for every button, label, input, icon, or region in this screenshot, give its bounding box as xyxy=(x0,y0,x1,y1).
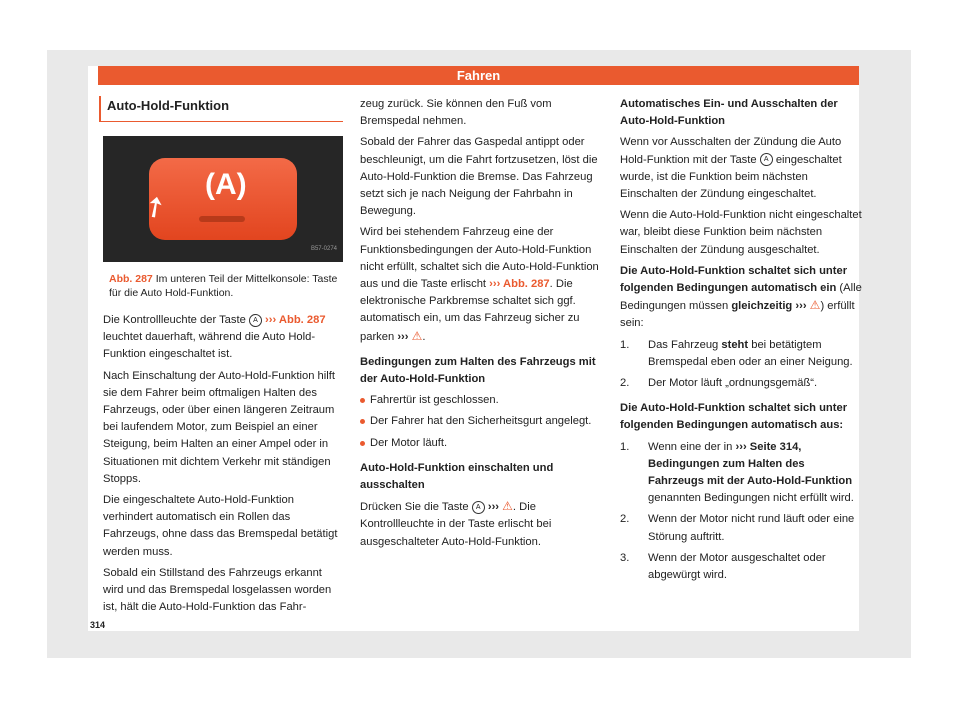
list-item: Fahrertür ist geschlossen. xyxy=(360,392,600,409)
subheading: Automatisches Ein- und Ausschalten der Auto-Hold-Funktion xyxy=(620,98,838,128)
page-reference-link[interactable]: ››› Seite 314, Bedingungen zum Halten des Fahrzeugs mit der Auto-Hold-Funktion xyxy=(648,440,853,488)
arrow-icon: ➚ xyxy=(136,187,174,226)
list-item: 2. Wenn der Motor nicht rund läuft oder eine Störung auftritt. xyxy=(620,513,855,543)
figure-code: B57-0274 xyxy=(310,245,337,252)
caption-text: Im unteren Teil der Mittelkonsole: Taste für die Auto Hold-Funktion. xyxy=(109,273,338,299)
auto-hold-icon: (A) xyxy=(205,168,247,201)
paragraph: Sobald der Fahrer das Gaspedal antippt oder beschleunigt, um die Fahrt fortzusetzen, löst die Auto-Hold-Funktion die Bremse. Das Fahrzeug setzt sich je nach Neigung der Fahrbahn in Bewegung. xyxy=(360,136,598,218)
paragraph: Drücken Sie die Taste A ››› ⚠. Die Kontrollleuchte in der Taste erlischt bei ausgeschalteter Auto-Hold-Funktion. xyxy=(360,499,552,548)
warning-icon[interactable]: ⚠ xyxy=(809,298,821,313)
warning-icon[interactable]: ⚠ xyxy=(411,328,423,343)
figure-reference-link[interactable]: ››› Abb. 287 xyxy=(265,314,326,326)
paragraph: zeug zurück. Sie können den Fuß vom Bremspedal nehmen. xyxy=(360,98,552,128)
indicator-bar xyxy=(199,216,245,222)
paragraph: Die eingeschaltete Auto-Hold-Funktion verhindert automatisch ein Rollen das Fahrzeugs, ohne dass das Bremspedal betätigt werden muss. xyxy=(103,494,338,558)
column-left xyxy=(103,96,343,620)
figure-auto-hold-button xyxy=(103,136,343,262)
figure-caption xyxy=(103,272,343,300)
reference-arrows: ››› xyxy=(487,501,500,514)
figure-reference-link[interactable]: ››› Abb. 287 xyxy=(489,278,550,291)
list-item: 1. Wenn eine der in ››› Seite 314, Bedingungen zum Halten des Fahrzeugs mit der Auto-Hold-Funktion genannten Bedingungen nicht erfüllt wird. xyxy=(620,440,854,505)
auto-hold-icon: A xyxy=(249,314,262,327)
column-right xyxy=(620,96,862,588)
auto-hold-icon: A xyxy=(472,501,485,514)
subheading: Die Auto-Hold-Funktion schaltet sich unter folgenden Bedingungen automatisch aus: xyxy=(620,402,848,432)
paragraph: Nach Einschaltung der Auto-Hold-Funktion hilft sie dem Fahrer beim oftmaligen Halten des Fahrzeugs, oder über einen längeren Zeitraum bei laufendem Motor, zum Beispiel an einer Steigung, beim Halten an einer Ampel oder in Situationen mit dichtem Verkehr mit ständigen Stopps. xyxy=(103,369,335,485)
list-item: 3. Wenn der Motor ausgeschaltet oder abgewürgt wird. xyxy=(620,551,826,582)
reference-arrows: ››› xyxy=(795,300,807,313)
subheading: Bedingungen zum Halten des Fahrzeugs mit der Auto-Hold-Funktion xyxy=(360,355,596,386)
reference-arrows: ››› xyxy=(397,330,409,343)
auto-hold-button-illustration xyxy=(149,158,297,240)
list-item: Der Motor läuft. xyxy=(360,435,600,452)
subheading: Auto-Hold-Funktion einschalten und ausschalten xyxy=(360,461,554,492)
caption-label: Abb. 287 xyxy=(109,273,153,285)
paragraph: Sobald ein Stillstand des Fahrzeugs erkannt wird und das Bremspedal losgelassen worden ist, hält die Auto-Hold-Funktion das Fahr- xyxy=(103,566,332,614)
page-number: 314 xyxy=(90,620,106,630)
paragraph: Die Kontrollleuchte der Taste A ››› Abb. 287 leuchtet dauerhaft, während die Auto Hold-Funktion eingeschaltet ist. xyxy=(103,314,326,361)
list-item: Der Fahrer hat den Sicherheitsgurt angelegt. xyxy=(360,413,600,430)
section-title: Auto-Hold-Funktion xyxy=(99,96,343,122)
list-item: 1. Das Fahrzeug steht bei betätigtem Bremspedal eben oder an einer Neigung. xyxy=(620,338,853,368)
chapter-header: Fahren xyxy=(98,66,859,85)
paragraph: Wird bei stehendem Fahrzeug eine der Funktionsbedingungen der Auto-Hold-Funktion nicht erfüllt, schaltet sich die Auto-Hold-Funktion aus und die Taste erlischt ››› Abb. 287. Die elektronische Parkbremse schaltet sich ggf. automatisch ein, um das Fahrzeug sicher zu parken ››› ⚠. xyxy=(360,226,599,343)
subheading: Die Auto-Hold-Funktion schaltet sich unter folgenden Bedingungen automatisch ein (Alle Bedingungen müssen gleichzeitig ››› ⚠) erfüllt sein: xyxy=(620,264,862,330)
paragraph: Wenn die Auto-Hold-Funktion nicht eingeschaltet war, bleibt diese Funktion beim nächsten Einschalten der Zündung ausgeschaltet. xyxy=(620,209,862,256)
list-item: 2. Der Motor läuft „ordnungsgemäß“. xyxy=(620,377,818,390)
warning-icon[interactable]: ⚠ xyxy=(502,499,513,514)
auto-hold-icon: A xyxy=(760,153,773,166)
column-middle xyxy=(360,96,600,555)
paragraph: Wenn vor Ausschalten der Zündung die Auto Hold-Funktion mit der Taste A eingeschaltet wurde, ist die Funktion beim nächsten Einschalten der Zündung eingeschaltet. xyxy=(620,136,842,201)
